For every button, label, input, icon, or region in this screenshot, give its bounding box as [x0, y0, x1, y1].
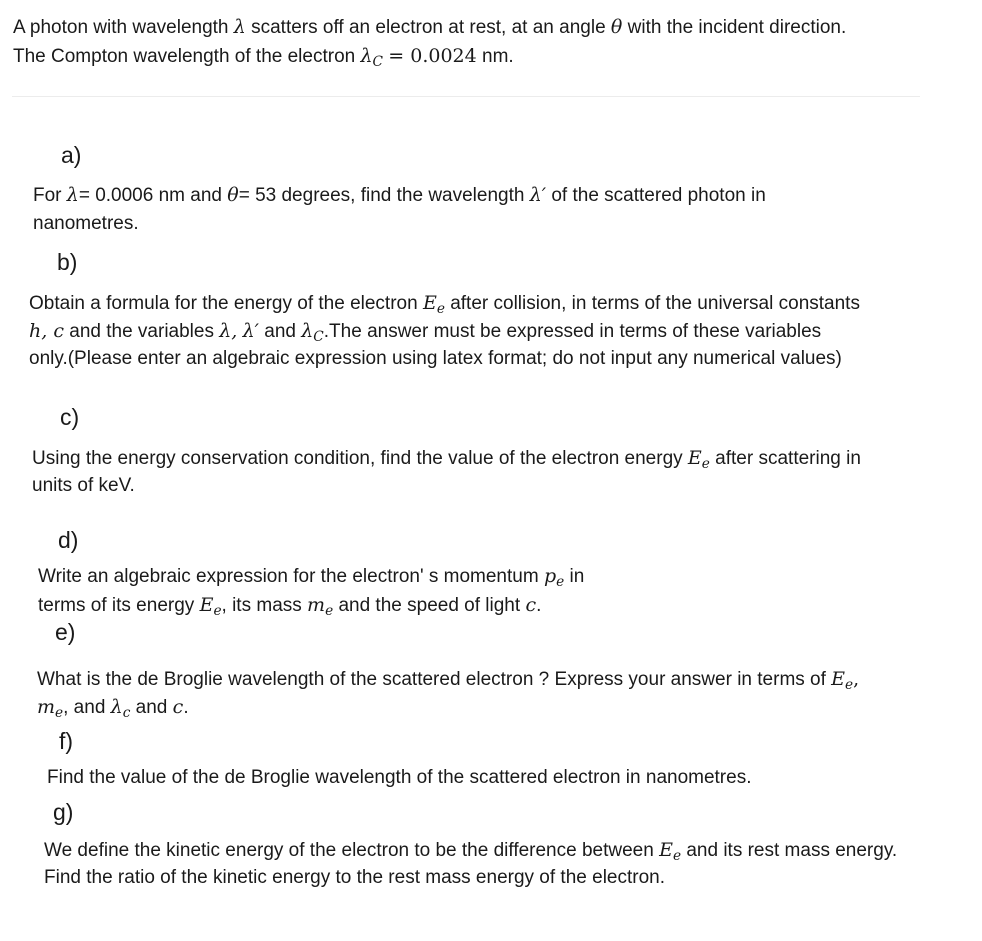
- intro-text: A photon with wavelength: [13, 17, 229, 38]
- part-f-line-1: Find the value of the de Broglie wavelength of the scattered electron in nanometres.: [47, 767, 752, 788]
- part-b-line-2: h, c and the variables λ, λ′ and $\lambda_C.The$ answer must be expressed in terms of these variables: [29, 320, 822, 345]
- part-b-line-3: only.(Please enter an algebraic expression using latex format; do not input any numerical values): [29, 348, 842, 369]
- mass-symbol: $m_e$: [307, 594, 334, 619]
- compton-lambda-symbol: $\lambda_C$: [360, 45, 384, 70]
- lambda-symbol: λ: [233, 16, 246, 38]
- lambda-prime-symbol: λ′: [529, 184, 547, 206]
- part-e-line-2: $m_e$, and $\lambda_c$ and c.: [37, 696, 189, 721]
- electron-energy-symbol: $E_e$: [422, 292, 445, 317]
- lambda-symbol: λ: [66, 184, 79, 206]
- speed-of-light-symbol: c: [172, 696, 184, 718]
- part-a-line-2: nanometres.: [33, 213, 139, 234]
- intro-text: nm.: [482, 46, 514, 67]
- divider: [12, 96, 920, 97]
- part-g-label: g): [53, 799, 74, 825]
- lambda-prime-symbol: λ′: [242, 320, 259, 342]
- part-e-label: e): [55, 619, 76, 645]
- part-d-line-2: terms of its energy $E_e$, its mass $m_e$ and the speed of light c.: [38, 594, 542, 619]
- theta-symbol: θ: [227, 184, 239, 206]
- part-g-line-2: Find the ratio of the kinetic energy to the rest mass energy of the electron.: [44, 867, 665, 888]
- electron-energy-symbol: $E_e$: [687, 447, 710, 472]
- intro-line-2: [13, 44, 514, 69]
- part-b-line-1: Obtain a formula for the energy of the electron $E_e$ after collision, in terms of the universal constants: [29, 292, 860, 317]
- part-c-line-2: units of keV.: [32, 475, 135, 496]
- electron-energy-symbol: $E_e$: [831, 668, 854, 693]
- part-b-label: b): [57, 249, 78, 275]
- intro-text: scatters off an electron at rest, at an angle: [251, 17, 606, 38]
- part-d-label: d): [58, 527, 79, 553]
- part-d-line-1: Write an algebraic expression for the electron' s momentum $p_e$ in: [38, 565, 585, 590]
- part-a-label: a): [61, 142, 82, 168]
- intro-text: with the incident direction.: [627, 17, 847, 38]
- speed-of-light-symbol: c: [525, 594, 537, 616]
- part-g-line-1: We define the kinetic energy of the electron to be the difference between $E_e$ and its rest mass energy.: [44, 839, 898, 864]
- lambda-symbol: λ,: [219, 320, 238, 342]
- compton-lambda-symbol: $\lambda_C$: [301, 320, 324, 345]
- compton-lambda-symbol: $\lambda_c$: [110, 696, 131, 721]
- electron-energy-symbol: $E_e$: [199, 594, 222, 619]
- part-c-label: c): [60, 404, 80, 430]
- compton-value: = 0.0024: [388, 45, 477, 67]
- part-e-line-1: What is the de Broglie wavelength of the scattered electron ? Express your answer in terms of $E_e$,: [37, 668, 860, 693]
- intro-text: The Compton wavelength of the electron: [13, 46, 356, 67]
- theta-symbol: θ: [610, 16, 623, 38]
- part-a-line-1: For λ= 0.0006 nm and θ= 53 degrees, find the wavelength λ′ of the scattered photon in: [33, 184, 766, 206]
- mass-symbol: $m_e$: [37, 696, 64, 721]
- intro-line-1: [13, 15, 846, 40]
- part-f-label: f): [59, 728, 74, 754]
- part-c-line-1: Using the energy conservation condition, find the value of the electron energy $E_e$ after scattering in: [32, 447, 861, 472]
- constants-symbol: h, c: [29, 320, 64, 342]
- momentum-symbol: $p_e$: [543, 565, 565, 590]
- electron-energy-symbol: $E_e$: [659, 839, 682, 864]
